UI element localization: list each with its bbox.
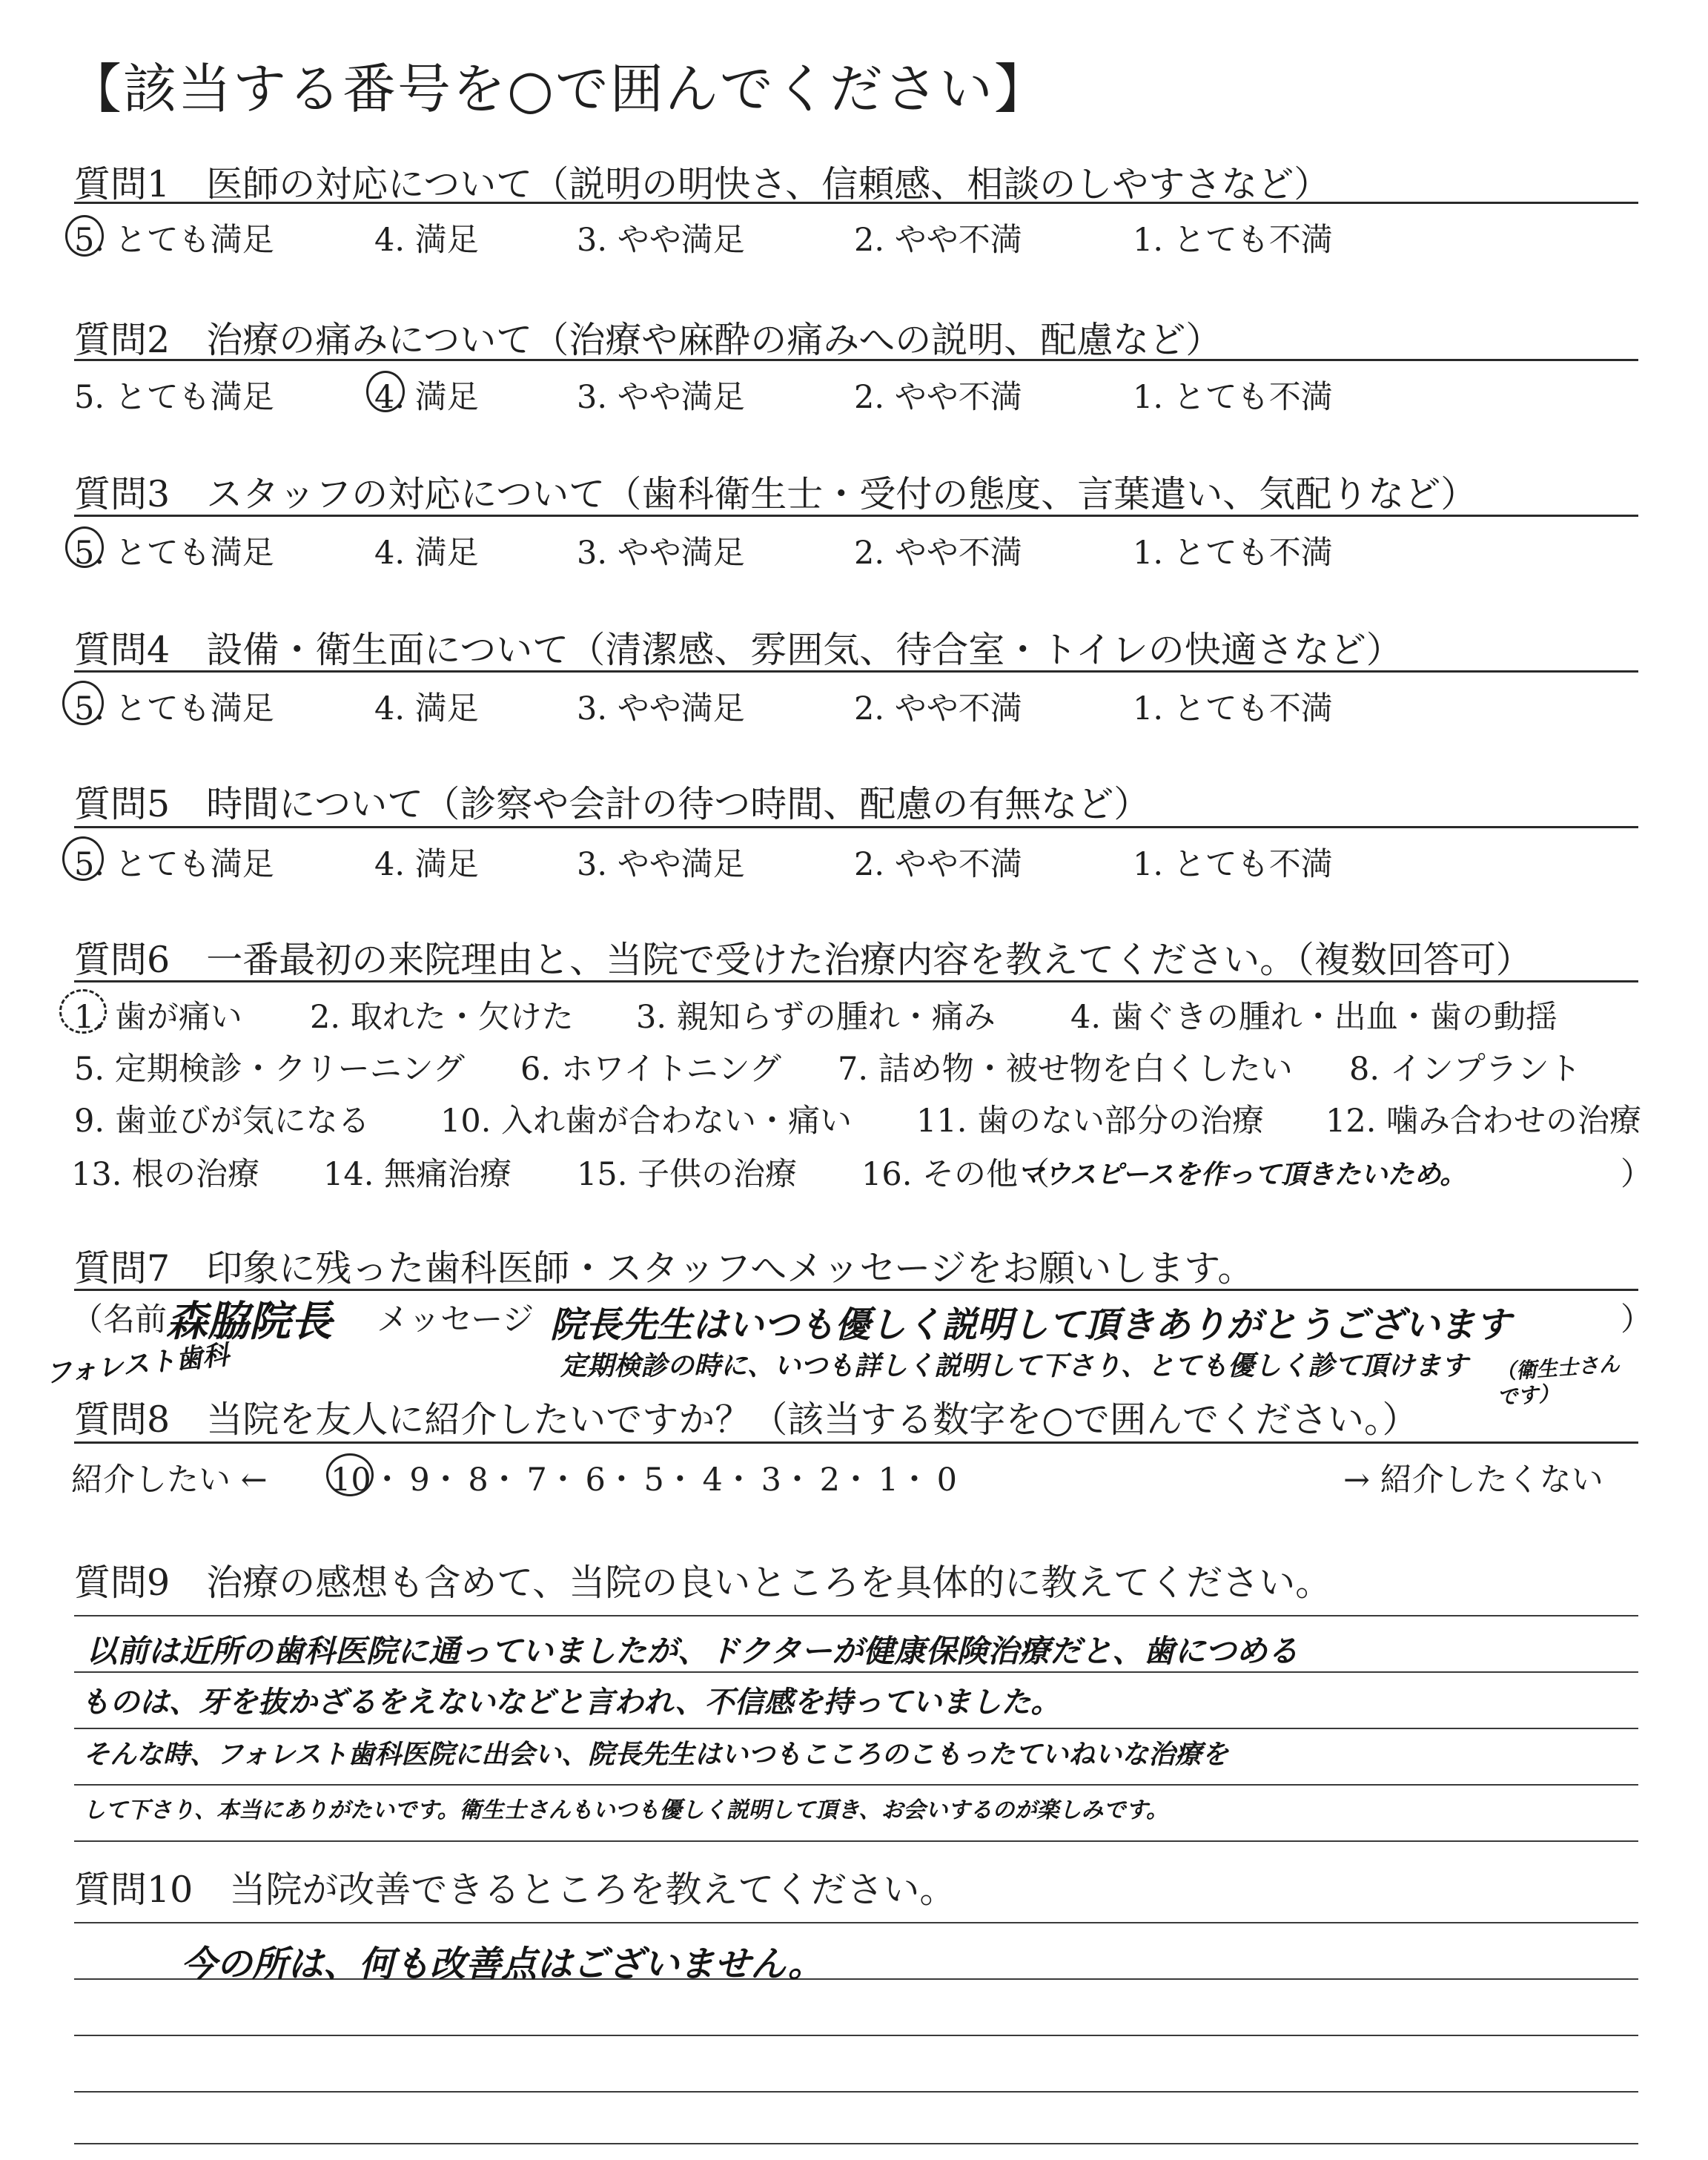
q9-answer-line [74, 1671, 1638, 1673]
q4-option-2[interactable]: 2. やや不満 [854, 690, 1022, 727]
q1-heading [74, 156, 1330, 208]
q9-heading [74, 1554, 1331, 1606]
q8-scale-0[interactable]: 0 [936, 1462, 958, 1499]
q7-name-note: フォレスト歯科 [43, 1340, 231, 1390]
q9-answer-line-1: 以前は近所の歯科医院に通っていましたが、ドクターが健康保険治療だと、歯につめる [86, 1633, 1299, 1669]
q6-option-2[interactable]: 2. 取れた・欠けた [310, 999, 574, 1036]
q6-option-14[interactable]: 14. 無痛治療 [323, 1156, 512, 1193]
q3-option-4[interactable]: 4. 満足 [374, 535, 479, 572]
q6-other-answer: マウスピースを作って頂きたいため。 [1017, 1160, 1467, 1190]
q3-heading [74, 466, 1477, 518]
q4-rule [74, 670, 1638, 673]
q8-heading [74, 1391, 1418, 1443]
q4-option-5[interactable]: 5. とても満足 [74, 690, 274, 727]
q7-message-label: メッセージ [377, 1301, 534, 1338]
q6-text: 一番最初の来院理由と、当院で受けた治療内容を教えてください。（複数回答可） [206, 939, 1532, 981]
q6-option-5[interactable]: 5. 定期検診・クリーニング [74, 1051, 465, 1088]
q10-label: 質問10 [74, 1869, 193, 1911]
q2-option-5[interactable]: 5. とても満足 [74, 379, 274, 416]
q1-rule [74, 202, 1638, 204]
q3-option-2[interactable]: 2. やや不満 [854, 535, 1022, 572]
q4-heading [74, 621, 1403, 673]
q1-option-4[interactable]: 4. 満足 [374, 222, 479, 259]
q2-text: 治療の痛みについて（治療や麻酔の痛みへの説明、配慮など） [206, 319, 1222, 361]
q6-heading [74, 931, 1532, 983]
q10-answer-line [74, 1922, 1638, 1923]
q6-option-11[interactable]: 11. 歯のない部分の治療 [916, 1103, 1265, 1140]
q6-option-7[interactable]: 7. 詰め物・被せ物を白くしたい [838, 1051, 1293, 1088]
q7-message-line2: 定期検診の時に、いつも詳しく説明して下さり、とても優しく診て頂けます [560, 1351, 1469, 1381]
q6-option-3[interactable]: 3. 親知らずの腫れ・痛み [636, 999, 996, 1036]
q6-option-15[interactable]: 15. 子供の治療 [577, 1156, 798, 1193]
q5-label: 質問5 [74, 783, 171, 825]
q8-scale: 10・ 9・ 8・ 7・ 6・ 5・ 4・ 3・ 2・ 1・ 0 [331, 1462, 958, 1499]
q2-rule [74, 359, 1638, 361]
q1-option-2[interactable]: 2. やや不満 [854, 222, 1022, 259]
q7-heading [74, 1240, 1254, 1292]
q7-text: 印象に残った歯科医師・スタッフへメッセージをお願いします。 [206, 1247, 1254, 1289]
q9-answer-line [74, 1784, 1638, 1786]
q6-option-4[interactable]: 4. 歯ぐきの腫れ・出血・歯の動揺 [1070, 999, 1558, 1036]
q8-scale-10[interactable]: 10 [331, 1462, 371, 1499]
q1-text: 医師の対応について（説明の明快さ、信頼感、相談のしやすさなど） [206, 163, 1331, 205]
q10-heading [74, 1861, 956, 1913]
page-title: 【該当する番号を○で囲んでください】 [68, 58, 1049, 120]
q8-left-label: 紹介したい ← [71, 1462, 268, 1499]
q2-option-3[interactable]: 3. やや満足 [577, 379, 745, 416]
q1-label: 質問1 [74, 163, 171, 205]
q2-option-2[interactable]: 2. やや不満 [854, 379, 1022, 416]
q2-heading [74, 311, 1222, 363]
q6-option-10[interactable]: 10. 入れ歯が合わない・痛い [440, 1103, 853, 1140]
q7-label: 質問7 [74, 1247, 171, 1289]
q6-option-13[interactable]: 13. 根の治療 [71, 1156, 260, 1193]
q3-rule [74, 515, 1638, 517]
q6-option-1[interactable]: 1. 歯が痛い [74, 999, 242, 1036]
q6-option-9[interactable]: 9. 歯並びが気になる [74, 1103, 370, 1140]
q6-option-6[interactable]: 6. ホワイトニング [520, 1051, 781, 1088]
q8-right-label: → 紹介したくない [1343, 1462, 1603, 1499]
q7-message-line1: 院長先生はいつも優しく説明して頂きありがとうございます [550, 1304, 1512, 1346]
q10-answer-line [74, 2035, 1638, 2036]
q9-label: 質問9 [74, 1562, 171, 1604]
q8-scale-5[interactable]: 5 [643, 1462, 664, 1499]
q6-option-16[interactable]: 16. その他（ [861, 1156, 1050, 1193]
q2-option-4[interactable]: 4. 満足 [374, 379, 479, 416]
q8-scale-6[interactable]: 6 [585, 1462, 606, 1499]
q2-option-1[interactable]: 1. とても不満 [1133, 379, 1333, 416]
q8-rule [74, 1441, 1638, 1444]
q3-label: 質問3 [74, 473, 171, 515]
q5-option-2[interactable]: 2. やや不満 [854, 846, 1022, 883]
q10-text: 当院が改善できるところを教えてください。 [229, 1869, 956, 1911]
q6-option-12[interactable]: 12. 噛み合わせの治療 [1325, 1103, 1642, 1140]
q10-answer-line [74, 2091, 1638, 2093]
q5-rule [74, 826, 1638, 828]
q9-answer-line [74, 1615, 1638, 1616]
q8-text: 当院を友人に紹介したいですか？（該当する数字を○で囲んでください。） [206, 1398, 1419, 1441]
q8-scale-9[interactable]: 9 [409, 1462, 430, 1499]
q8-scale-4[interactable]: 4 [702, 1462, 723, 1499]
q4-label: 質問4 [74, 629, 171, 671]
q5-heading [74, 776, 1150, 828]
q9-answer-line-4: して下さり、本当にありがたいです。衛生士さんもいつも優しく説明して頂き、お会いするのが楽しみです。 [83, 1797, 1168, 1823]
q7-close-paren: ） [1621, 1301, 1652, 1338]
q9-answer-line [74, 1728, 1638, 1729]
q8-scale-1[interactable]: 1 [878, 1462, 898, 1499]
q5-option-5[interactable]: 5. とても満足 [74, 846, 274, 883]
q3-option-3[interactable]: 3. やや満足 [577, 535, 745, 572]
q3-option-1[interactable]: 1. とても不満 [1133, 535, 1333, 572]
q3-option-5[interactable]: 5. とても満足 [74, 535, 274, 572]
q6-rule [74, 980, 1638, 982]
q7-name-label: （名前 [71, 1301, 167, 1338]
q8-scale-7[interactable]: 7 [526, 1462, 547, 1499]
q9-answer-line-3: そんな時、フォレスト歯科医院に出会い、院長先生はいつもこころのこもったていねいな治療を [83, 1740, 1229, 1770]
q10-answer-line-1: 今の所は、何も改善点はございません。 [181, 1943, 824, 1985]
q7-name-answer: 森脇院長 [166, 1298, 332, 1346]
q1-option-3[interactable]: 3. やや満足 [577, 222, 745, 259]
q8-scale-2[interactable]: 2 [819, 1462, 840, 1499]
q2-label: 質問2 [74, 319, 171, 361]
q6-close-paren: ） [1621, 1156, 1652, 1193]
q1-option-1[interactable]: 1. とても不満 [1133, 222, 1333, 259]
q8-label: 質問8 [74, 1398, 171, 1441]
q9-answer-line-2: ものは、牙を抜かざるをえないなどと言われ、不信感を持っていました。 [80, 1685, 1061, 1720]
q9-text: 治療の感想も含めて、当院の良いところを具体的に教えてください。 [206, 1562, 1332, 1604]
q8-scale-8[interactable]: 8 [468, 1462, 489, 1499]
q8-scale-3[interactable]: 3 [761, 1462, 781, 1499]
q1-option-5[interactable]: 5. とても満足 [74, 222, 274, 259]
q5-text: 時間について（診察や会計の待つ時間、配慮の有無など） [206, 783, 1151, 825]
q4-option-4[interactable]: 4. 満足 [374, 690, 479, 727]
q3-text: スタッフの対応について（歯科衛生士・受付の態度、言葉遣い、気配りなど） [206, 473, 1477, 515]
q5-option-3[interactable]: 3. やや満足 [577, 846, 745, 883]
q5-option-4[interactable]: 4. 満足 [374, 846, 479, 883]
q4-option-3[interactable]: 3. やや満足 [577, 690, 745, 727]
q6-label: 質問6 [74, 939, 171, 981]
q10-answer-line [74, 2143, 1638, 2144]
q6-option-8[interactable]: 8. インプラント [1349, 1051, 1581, 1088]
q9-answer-line [74, 1840, 1638, 1842]
q4-option-1[interactable]: 1. とても不満 [1133, 690, 1333, 727]
q7-message-note: （衛生士さんです） [1494, 1351, 1621, 1410]
q4-text: 設備・衛生面について（清潔感、雰囲気、待合室・トイレの快適さなど） [206, 629, 1403, 671]
q5-option-1[interactable]: 1. とても不満 [1133, 846, 1333, 883]
